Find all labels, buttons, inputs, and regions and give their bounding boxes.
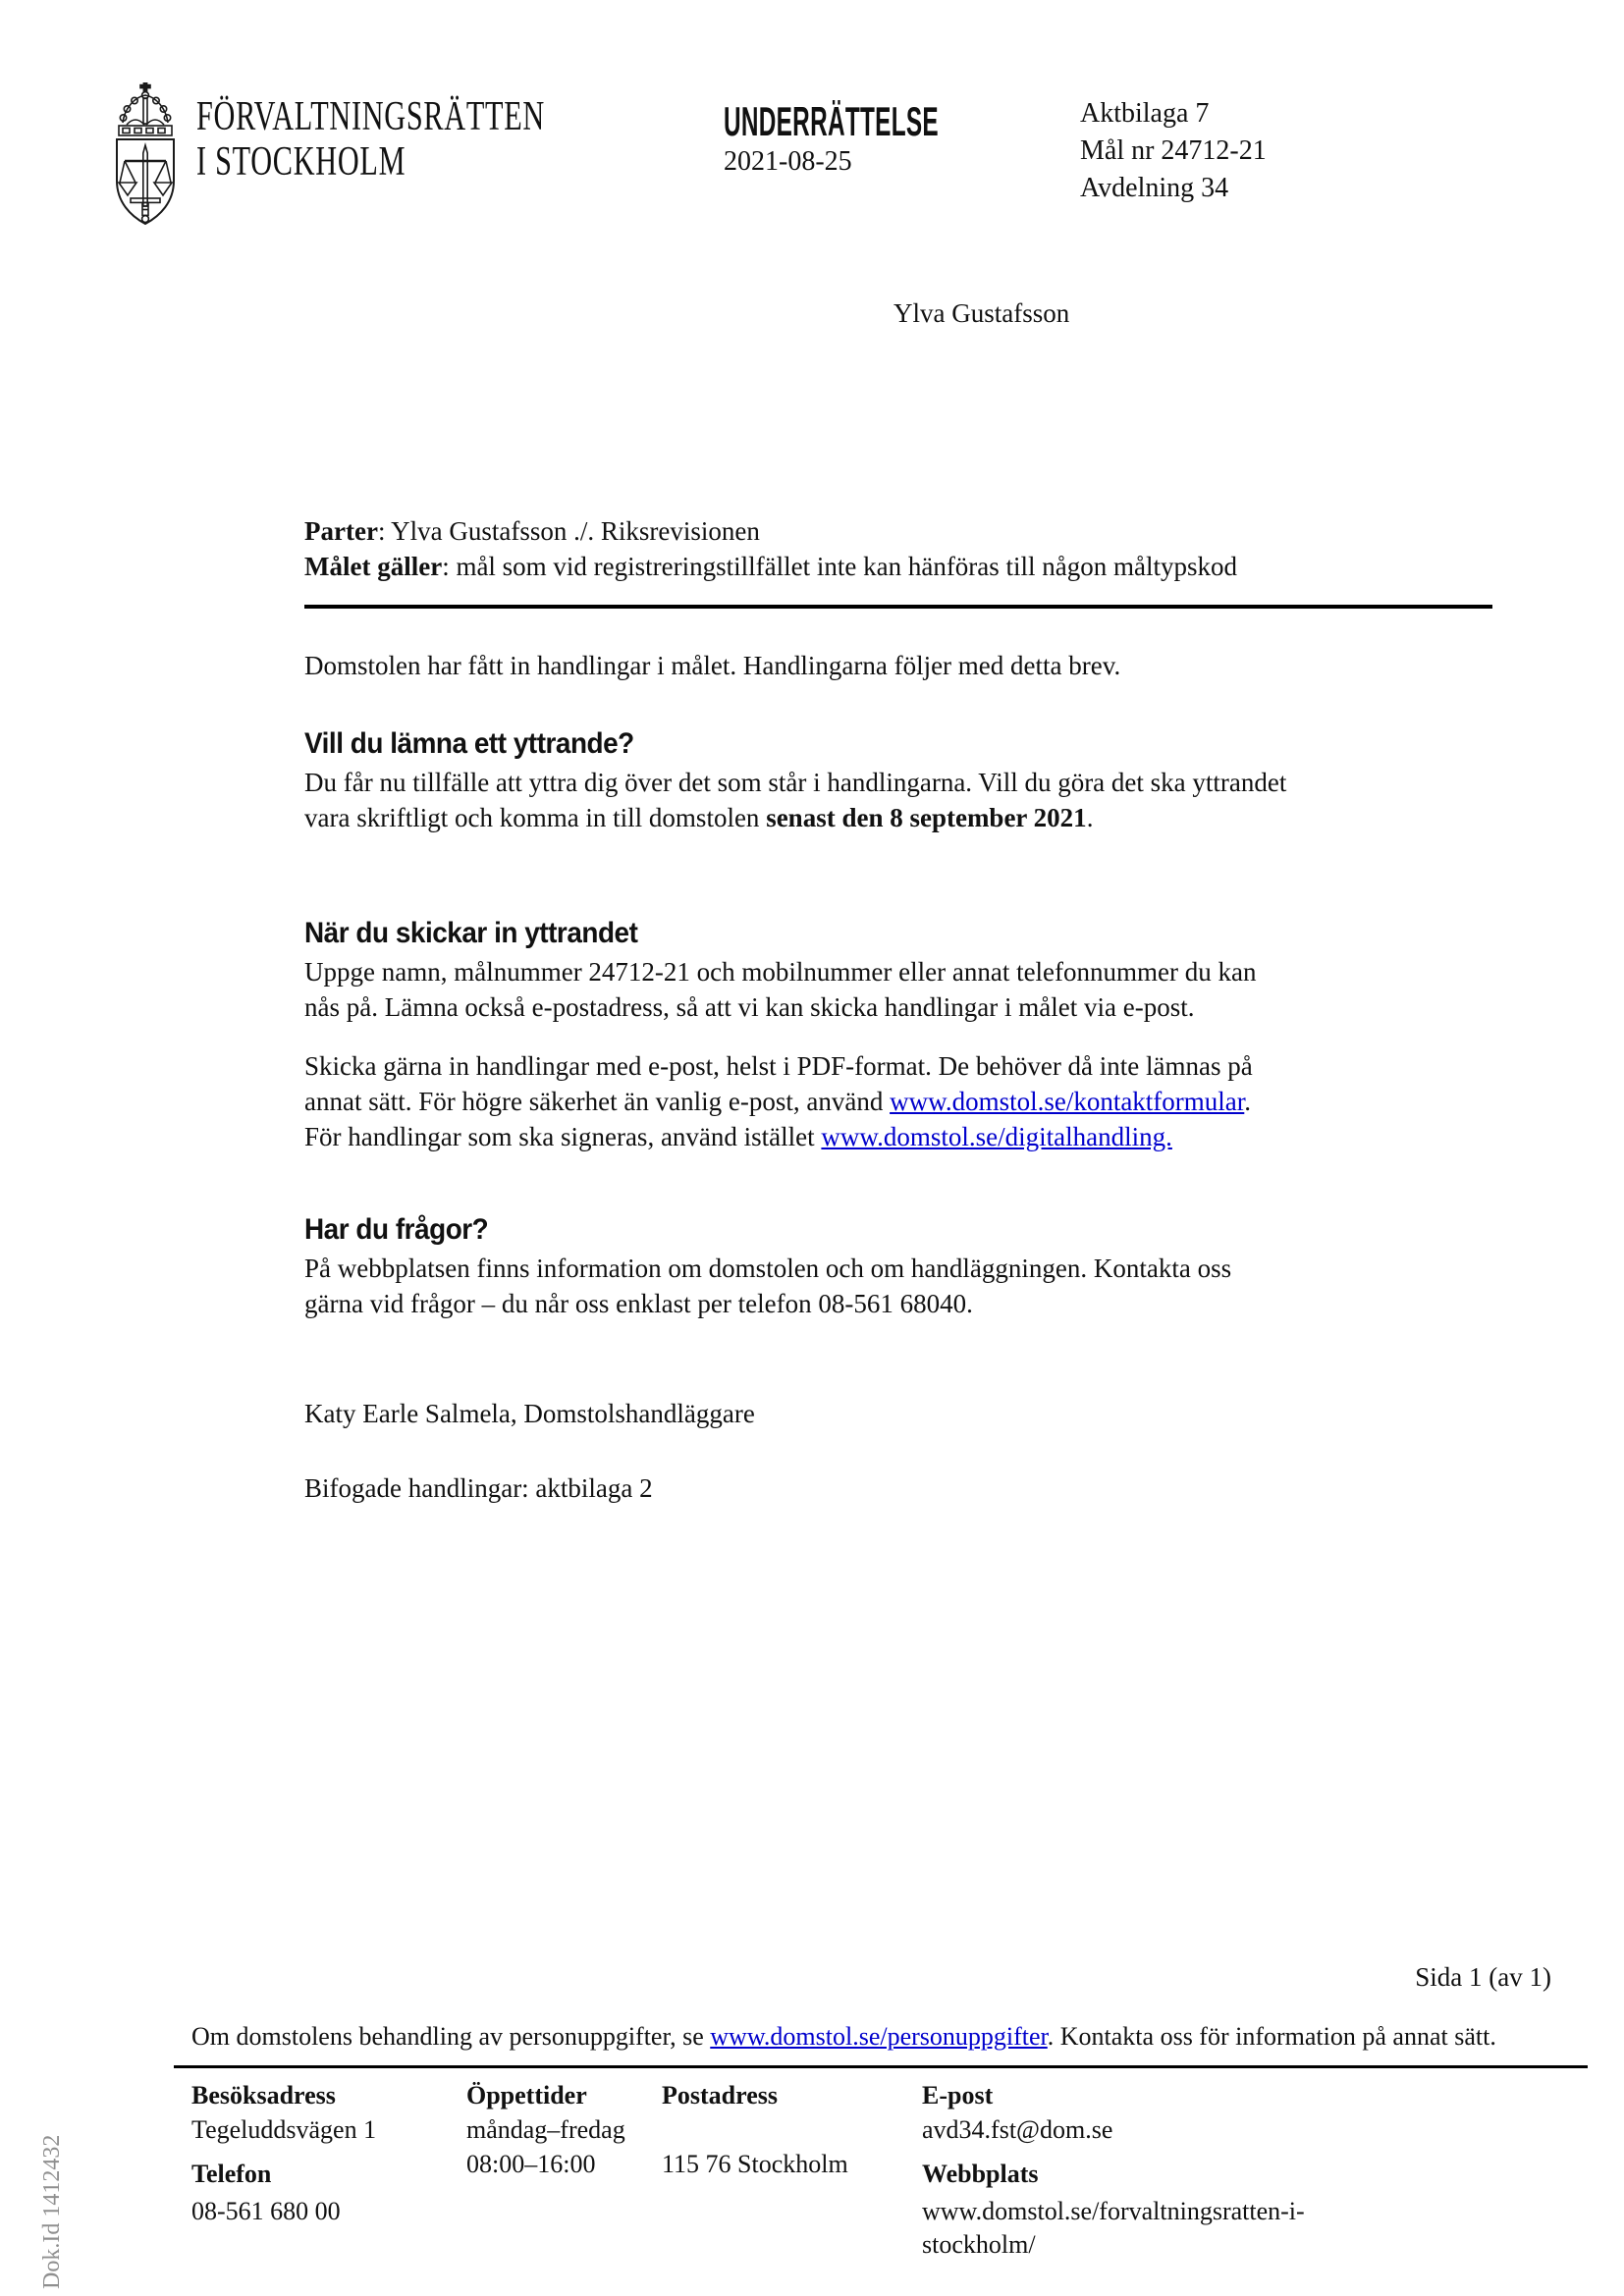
court-name (196, 94, 545, 185)
yttrande-line2 (304, 800, 1286, 835)
email-value: avd34.fst@dom.se (922, 2115, 1113, 2144)
skicka-p2-line2 (304, 1084, 1253, 1119)
skicka-p2-line2-pre: annat sätt. För högre säkerhet än vanlig e-post, använd (304, 1087, 891, 1116)
postal-address-label: Postadress (662, 2081, 778, 2109)
document-id: Dok.Id 1412432 (39, 2134, 65, 2289)
signature-line: Katy Earle Salmela, Domstolshandläggare (304, 1399, 755, 1428)
case-parties-block (304, 513, 1237, 584)
yttrande-line2-end: . (1086, 803, 1094, 832)
privacy-end: . Kontakta oss för information på annat sätt. (1047, 2022, 1496, 2051)
privacy-notice-line (191, 2020, 1496, 2054)
kontaktformular-link[interactable]: www.domstol.se/kontaktformular (890, 1087, 1245, 1116)
case-meta-block (1080, 95, 1267, 207)
skicka-p1-line1: Uppge namn, målnummer 24712-21 och mobilnummer eller annat telefonnummer du kan (304, 957, 1257, 987)
opening-hours-days: måndag–fredag (466, 2115, 625, 2144)
yttrande-paragraph (304, 765, 1286, 835)
skicka-p1-line2: nås på. Lämna också e-postadress, så att vi kan skicka handlingar i målet via e-post. (304, 992, 1195, 1022)
skicka-p2-line3 (304, 1119, 1253, 1154)
personuppgifter-link[interactable]: www.domstol.se/personuppgifter (710, 2022, 1048, 2051)
heading-skicka: När du skickar in yttrandet (304, 917, 638, 949)
phone-value: 08-561 680 00 (191, 2197, 341, 2225)
yttrande-line1: Du får nu tillfälle att yttra dig över det som står i handlingarna. Vill du göra det ska yttrandet (304, 768, 1287, 797)
email-label: E-post (922, 2081, 994, 2109)
skicka-p2-line3-pre: För handlingar som ska signeras, använd istället (304, 1122, 822, 1151)
website-value-line2: stockholm/ (922, 2230, 1036, 2259)
meta-avdelning: Avdelning 34 (1080, 173, 1229, 203)
page-number: Sida 1 (av 1) (1415, 1962, 1551, 1992)
phone-label: Telefon (191, 2160, 272, 2188)
court-crest-icon (111, 82, 180, 228)
galler-value: : mål som vid registreringstillfället inte kan hänföras till någon måltypskod (442, 552, 1238, 581)
opening-hours-times: 08:00–16:00 (466, 2150, 596, 2178)
website-label: Webbplats (922, 2160, 1039, 2188)
skicka-p2-line1: Skicka gärna in handlingar med e-post, helst i PDF-format. De behöver då inte lämnas på (304, 1051, 1253, 1081)
parter-value: : Ylva Gustafsson ./. Riksrevisionen (377, 516, 760, 546)
intro-paragraph: Domstolen har fått in handlingar i målet. Handlingarna följer med detta brev. (304, 651, 1121, 680)
fragor-paragraph (304, 1251, 1231, 1321)
document-date: 2021-08-25 (724, 146, 852, 177)
parter-label: Parter (304, 516, 378, 546)
deadline-text: senast den 8 september 2021 (766, 803, 1087, 832)
recipient-name: Ylva Gustafsson (893, 298, 1070, 328)
galler-label: Målet gäller (304, 552, 443, 581)
meta-mal-nr: Mål nr 24712-21 (1080, 135, 1267, 166)
postal-address-value: 115 76 Stockholm (662, 2150, 848, 2178)
document-type-title: UNDERRÄTTELSE (724, 98, 939, 144)
heading-yttrande: Vill du lämna ett yttrande? (304, 727, 634, 760)
website-value-line1: www.domstol.se/forvaltningsratten-i- (922, 2197, 1305, 2225)
visit-address-label: Besöksadress (191, 2081, 336, 2109)
case-subject-line (304, 549, 1237, 584)
section-divider-rule (304, 605, 1492, 609)
skicka-paragraph-2 (304, 1048, 1253, 1154)
website-value (922, 2195, 1305, 2262)
digitalhandling-link[interactable]: www.domstol.se/digitalhandling. (821, 1122, 1172, 1151)
fragor-line1: På webbplatsen finns information om domstolen och om handläggningen. Kontakta oss (304, 1254, 1232, 1283)
skicka-paragraph-1 (304, 954, 1257, 1025)
court-name-line2: I STOCKHOLM (196, 139, 406, 185)
yttrande-line2-pre: vara skriftligt och komma in till domstolen (304, 803, 767, 832)
court-name-line1: FÖRVALTNINGSRÄTTEN (196, 94, 545, 139)
opening-hours-label: Öppettider (466, 2081, 587, 2109)
footer-divider-rule (174, 2065, 1588, 2068)
attachments-line: Bifogade handlingar: aktbilaga 2 (304, 1473, 653, 1503)
meta-aktbilaga: Aktbilaga 7 (1080, 98, 1210, 129)
heading-fragor: Har du frågor? (304, 1213, 489, 1246)
visit-address-value: Tegeluddsvägen 1 (191, 2115, 377, 2144)
privacy-pre: Om domstolens behandling av personuppgifter, se (191, 2022, 711, 2051)
fragor-line2: gärna vid frågor – du når oss enklast per telefon 08-561 68040. (304, 1289, 973, 1318)
case-parties-line (304, 513, 1237, 549)
skicka-p2-line2-end: . (1244, 1087, 1252, 1116)
